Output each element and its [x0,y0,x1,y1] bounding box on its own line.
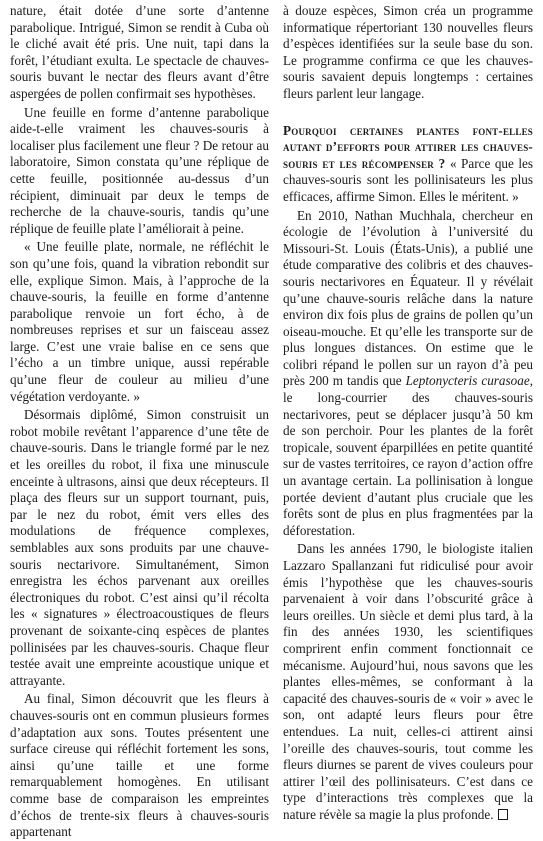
section-heading: Pourquoi certaines plantes font-elles autant d’efforts pour attirer les chauves-souris et les récompenser ? [283,122,533,171]
left-paragraph-1: nature, était dotée d’une sorte d’antenne parabolique. Intrigué, Simon se rendit à Cuba où le cliché avait été pris. Une nuit, tapi dans la forêt, l’étudiant exulta. Le spectacle de chauves-souris buvant le nectar des fleurs avant d’être aspergées de pollen confirmait ses hypothèses. [10,3,269,101]
left-paragraph-3: « Une feuille plate, normale, ne réfléchit le son qu’une fois, quand la vibration rebondit sur elle, explique Simon. Mais, à l’approche de la chauve-souris, la feuille en forme d’antenne parabolique renvoie un fort écho, à de nombreuses reprises et sur un faisceau assez large. C’est une vraie balise en ce sens que l’écho a un timbre unique, aussi repérable qu’une fleur de couleur au milieu d’une végétation verdoyante. » [10,239,269,404]
right-paragraph-3-text-b: , le long-courrier des chauves-souris nectarivores, peut se déplacer jusqu’à 50 km de son perchoir. Pour les plantes de la forêt tropicale, souvent éparpillées en petite quantité sur de vastes territoires, ce rayon d’action offre un avantage certain. La pollinisation à longue portée devient d’autant plus cruciale que les forêts sont de plus en plus fragmentées par la déforestation. [283,373,533,538]
right-paragraph-3 [283,208,533,540]
left-paragraph-4: Désormais diplômé, Simon construisit un robot mobile revêtant l’apparence d’une tête de chauve-souris. Dans le triangle formé par le nez et les oreilles du robot, il fixa une minuscule enceinte à ultrasons, ainsi que deux récepteurs. Il plaça des fleurs sur un support tournant, puis, par le nez du robot, émit vers elles des modulations de fréquence complexes, semblables aux sons produits par une chauve-souris nectarivore. Simultanément, Simon enregistra les échos parvenant aux oreilles électroniques du robot. C’est ainsi qu’il récolta les « signatures » électroacoustiques de fleurs provenant de soixante-cinq espèces de plantes pollinisées par les chauves-souris. Chaque fleur testée avait une empreinte acoustique unique et attrayante. [10,407,269,688]
left-paragraph-5: Au final, Simon découvrit que les fleurs à chauves-souris ont en commun plusieurs formes d’adaptation aux sons. Toutes présentent une surface cireuse qui réfléchit fortement les sons, ainsi qu’une taille et une forme remarquablement homogènes. En utilisant comme base de comparaison les empreintes d’échos de trente-six fleurs à chauves-souris appartenant [10,691,269,840]
right-paragraph-3-text-a: En 2010, Nathan Muchhala, chercheur en écologie de l’évolution à l’université du Missouri-St. Louis (États-Unis), a publié une étude comparative des colibris et des chauves-souris nectarivores en Équateur. Il y révélait qu’une chauve-souris relâche dans la nature environ dix fois plus de grains de pollen qu’un oiseau-mouche. Et qu’elle les transporte sur de plus longues distances. On estime que le colibri répand le pollen sur un rayon d’à peu près 200 m tandis que [283,207,533,389]
right-paragraph-2 [283,123,533,206]
left-paragraph-2: Une feuille en forme d’antenne parabolique aide-t-elle vraiment les chauves-souris à localiser plus facilement une fleur ? De retour au laboratoire, Simon constata qu’une réplique de cette feuille, positionnée au-dessus d’un récipient, diminuait par deux le temps de recherche de la chauve-souris, tandis qu’une réplique de feuille plate l’améliorait à peine. [10,104,269,236]
left-column [10,3,269,841]
right-paragraph-1: à douze espèces, Simon créa un programme informatique répertoriant 130 nouvelles fleurs d’espèces identifiées sur la seule base du son. Le programme confirma ce que les chauves-souris savaient depuis longtemps : certaines fleurs parlent leur langage. [283,3,533,101]
species-name: Leptonycteris curasoae [405,373,530,389]
right-column [283,3,533,824]
section-heading-continuation: « Parce que les chauves-souris sont les pollinisateurs les plus efficaces, affirme Simon. Elles le méritent. » [283,155,533,204]
right-paragraph-4-text: Dans les années 1790, le biologiste italien Lazzaro Spallanzani fut ridiculisé pour avoir émis l’hypothèse que les chauves-souris parvenaient à voir dans l’obscurité grâce à leurs oreilles. Un siècle et demi plus tard, à la fin des années 1930, les scientifiques comprirent enfin comment fonctionnait ce mécanisme. Aujourd’hui, nous savons que les plantes elles-mêmes, se conformant à la capacité des chauves-souris de « voir » avec le son, ont adapté leurs fleurs pour être entendues. La nuit, celles-ci attirent ainsi l’oreille des chauves-souris, tout comme les fleurs diurnes se parent de vives couleurs pour attirer l’œil des pollinisateurs. C’est dans ce type d’interactions très complexes que la nature révèle sa magie la plus profonde. [283,541,533,822]
end-of-article-square-icon [498,809,508,820]
right-paragraph-4 [283,541,533,823]
